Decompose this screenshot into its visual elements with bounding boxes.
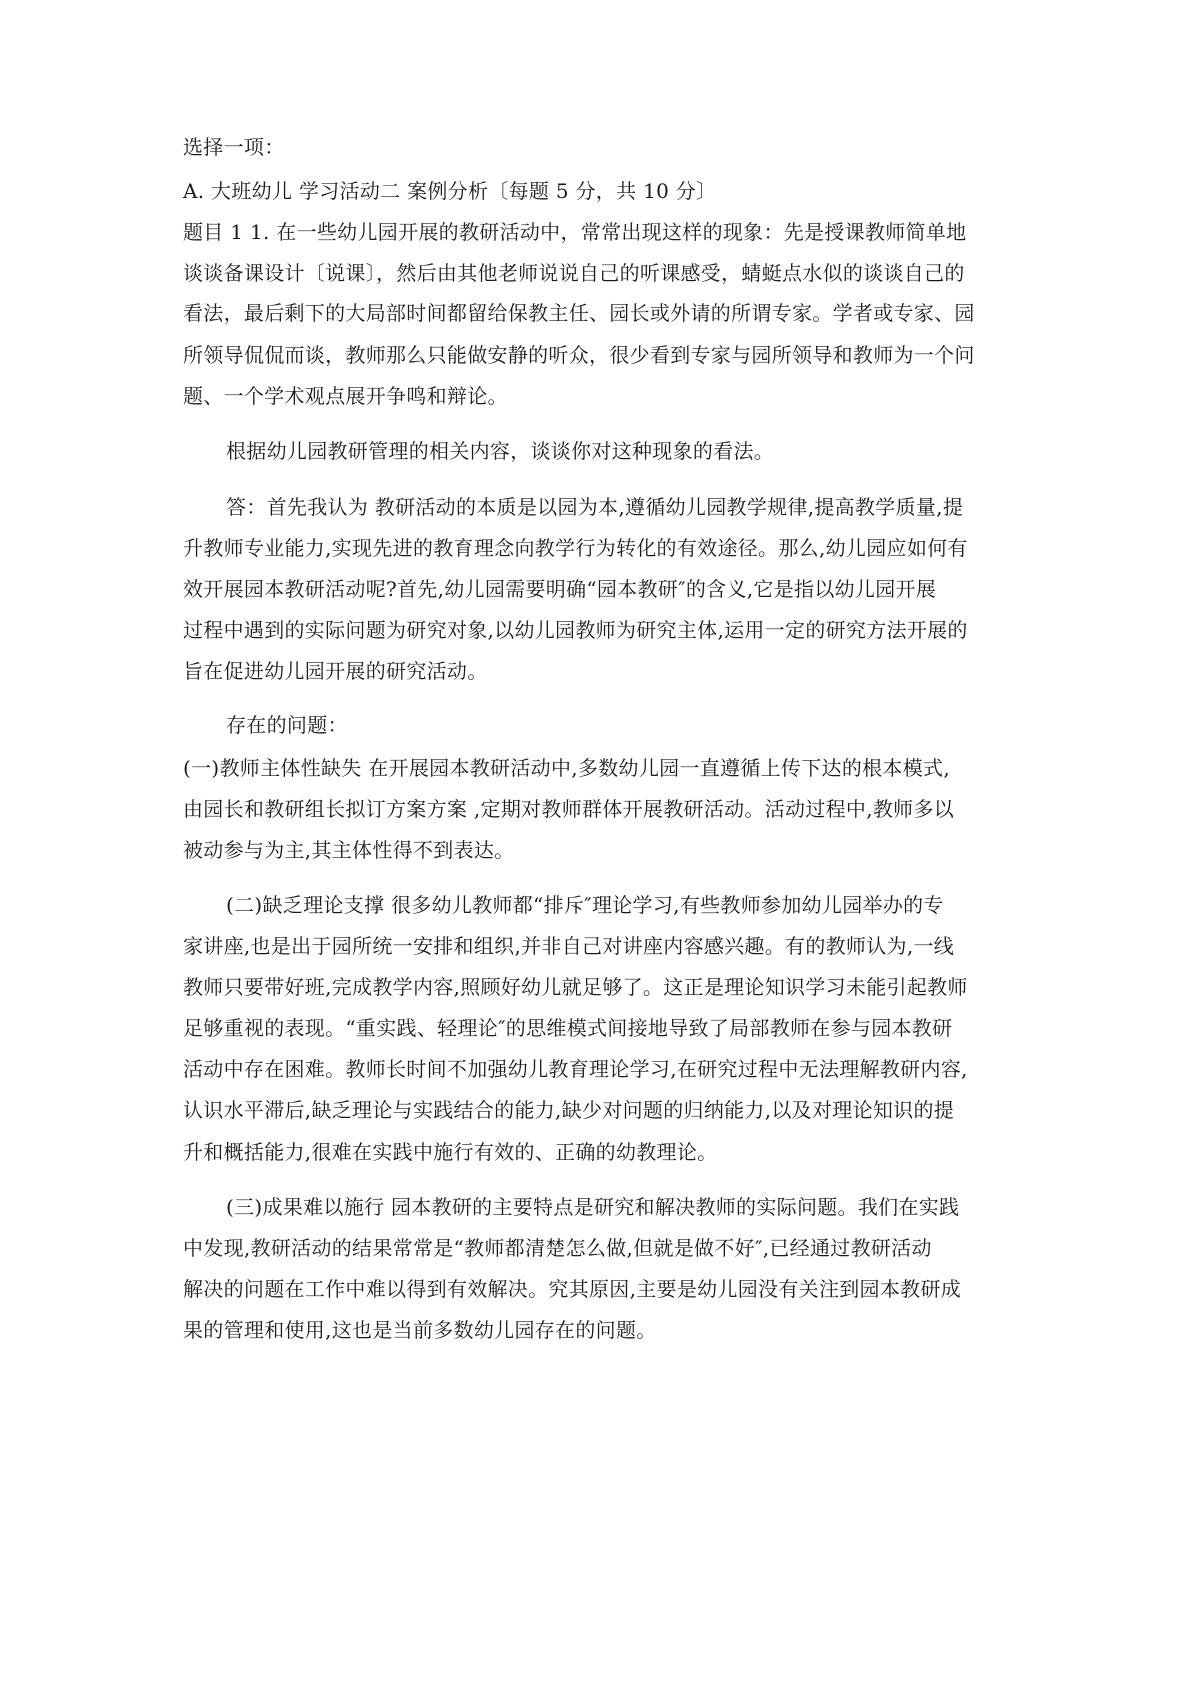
problem-3-line: (三)成果难以施行 园本教研的主要特点是研究和解决教师的实际问题。我们在实践 xyxy=(226,1195,960,1219)
answer-line: 效开展园本教研活动呢?首先,幼儿园需要明确“园本教研″的含义,它是指以幼儿园开展 xyxy=(183,577,937,601)
question-line: 题、一个学术观点展开争鸣和辩论。 xyxy=(183,384,508,408)
answer-line: 答：首先我认为 教研活动的本质是以园为本,遵循幼儿园教学规律,提高教学质量,提 xyxy=(226,495,964,519)
problem-2-line: 教师只要带好班,完成教学内容,照顾好幼儿就足够了。这正是理论知识学习未能引起教师 xyxy=(183,975,968,999)
question-line: 谈谈备课设计〔说课〕，然后由其他老师说说自己的听课感受，蜻蜓点水似的谈谈自己的 xyxy=(183,261,965,285)
problem-2-line: 活动中存在困难。教师长时间不加强幼儿教育理论学习,在研究过程中无法理解教研内容, xyxy=(183,1057,968,1081)
prompt-select-one: 选择一项： xyxy=(183,135,285,159)
question-line: 所领导侃侃而谈，教师那么只能做安静的听众，很少看到专家与园所领导和教师为一个问 xyxy=(183,343,975,367)
problem-1-line: 被动参与为主,其主体性得不到表达。 xyxy=(183,838,515,862)
task-instruction: 根据幼儿园教研管理的相关内容，谈谈你对这种现象的看法。 xyxy=(226,439,775,463)
problem-2-line: 家讲座,也是出于园所统一安排和组织,并非自己对讲座内容感兴趣。有的教师认为,一线 xyxy=(183,934,955,958)
problem-2-line: 足够重视的表现。“重实践、轻理论″的思维模式间接地导致了局部教师在参与园本教研 xyxy=(183,1016,953,1040)
problem-2-line: 认识水平滞后,缺乏理论与实践结合的能力,缺少对问题的归纳能力,以及对理论知识的提 xyxy=(183,1098,955,1122)
question-line: 看法，最后剩下的大局部时间都留给保教主任、园长或外请的所谓专家。学者或专家、园 xyxy=(183,301,975,325)
option-a: A. 大班幼儿 学习活动二 案例分析〔每题 5 分，共 10 分〕 xyxy=(183,179,717,203)
problem-1-line: (一)教师主体性缺失 在开展园本教研活动中,多数幼儿园一直遵循上传下达的根本模式, xyxy=(183,756,950,780)
answer-line: 过程中遇到的实际问题为研究对象,以幼儿园教师为研究主体,运用一定的研究方法开展的 xyxy=(183,618,968,642)
problem-3-line: 中发现,教研活动的结果常常是“教师都清楚怎么做,但就是做不好″,已经通过教研活动 xyxy=(183,1236,932,1260)
problem-3-line: 果的管理和使用,这也是当前多数幼儿园存在的问题。 xyxy=(183,1318,657,1342)
problem-2-line: (二)缺乏理论支撑 很多幼儿教师都“排斥″理论学习,有些教师参加幼儿园举办的专 xyxy=(226,893,944,917)
problem-2-line: 升和概括能力,很难在实践中施行有效的、正确的幼教理论。 xyxy=(183,1140,718,1164)
problem-1-line: 由园长和教研组长拟订方案方案 ,定期对教师群体开展教研活动。活动过程中,教师多以 xyxy=(183,797,955,821)
answer-line: 升教师专业能力,实现先进的教育理念向教学行为转化的有效途径。那么,幼儿园应如何有 xyxy=(183,536,968,560)
answer-line: 旨在促进幼儿园开展的研究活动。 xyxy=(183,659,488,683)
section-heading-problems: 存在的问题： xyxy=(226,713,348,737)
question-line: 题目 1 1. 在一些幼儿园开展的教研活动中，常常出现这样的现象：先是授课教师简单地 xyxy=(183,220,967,244)
problem-3-line: 解决的问题在工作中难以得到有效解决。究其原因,主要是幼儿园没有关注到园本教研成 xyxy=(183,1277,962,1301)
